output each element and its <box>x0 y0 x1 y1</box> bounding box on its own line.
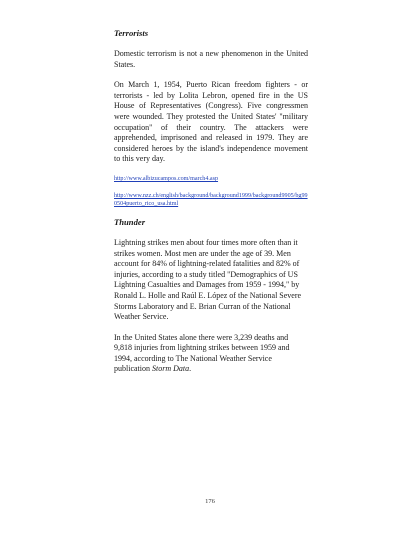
paragraph-lightning-statistics-end: . <box>189 364 192 374</box>
paragraph-domestic-terrorism: Domestic terrorism is not a new phenomenon in the United States. <box>114 49 308 69</box>
page-number: 176 <box>205 498 215 505</box>
section-heading-thunder: Thunder <box>114 216 146 227</box>
page-body <box>114 28 308 385</box>
link-albizucampos[interactable]: http://www.albizucampos.com/march4.asp <box>114 175 219 182</box>
paragraph-lightning-statistics-text: In the United States alone there were 3,239 deaths and 9,818 injuries from lightning strikes between 1959 and 1994, according to The National Weather Service publication <box>114 332 290 374</box>
publication-title: Storm Data <box>152 364 190 374</box>
link-nzz-background[interactable]: http://www.nzz.ch/english/background/background1999/background9905/bg990504puerto_rico_usa.html <box>114 192 308 207</box>
section-heading-terrorists: Terrorists <box>114 28 149 38</box>
paragraph-lightning-demographics: Lightning strikes men about four times more often than it strikes women. Most men are under the age of 39. Men account for 84% of lightning-related fatalities and 82% of injuries, according to a study titled "Demographics of US Lightning Casualties and Damages from 1959 - 1994," by Ronald L. Holle and Raúl E. López of the National Severe Storms Laboratory and E. Brian Curran of the National Weather Service. <box>114 237 302 322</box>
paragraph-march-1954: On March 1, 1954, Puerto Rican freedom fighters - or terrorists - led by Lolita Lebron, opened fire in the US House of Representatives (Congress). Five congressmen were wounded. They protested the United States' "military occupation" of their country. The attackers were apprehended, imprisoned and released in 1979. They are considered heroes by the island's independence movement to this very day. <box>114 80 308 164</box>
paragraph-lightning-statistics <box>114 333 308 375</box>
